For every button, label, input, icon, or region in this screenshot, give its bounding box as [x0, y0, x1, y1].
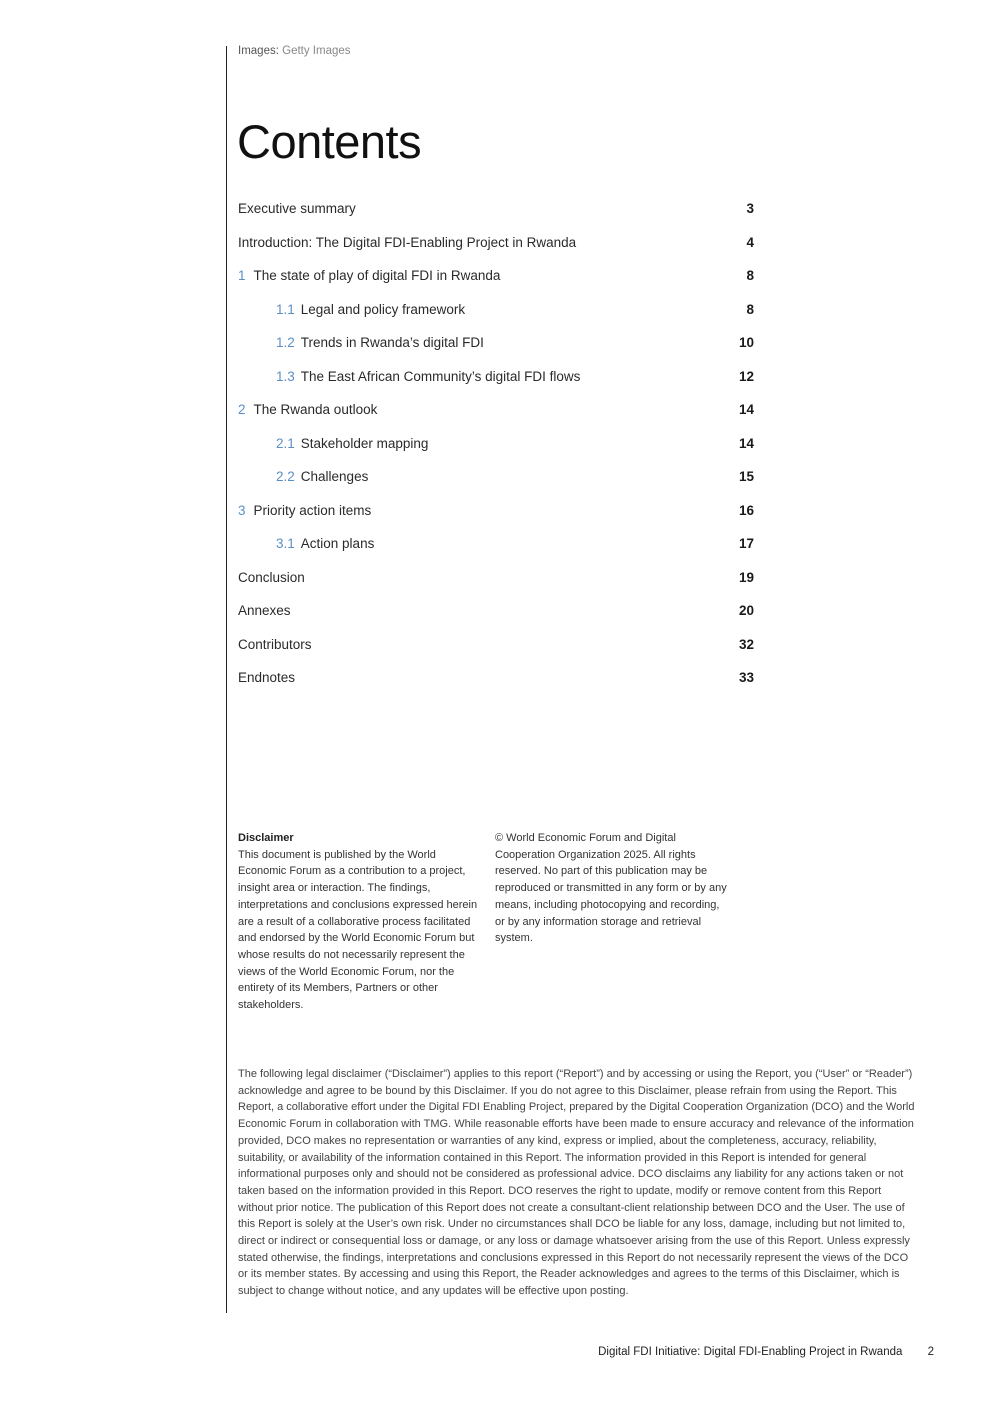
toc-row[interactable] [238, 226, 754, 260]
toc-page-number: 14 [738, 435, 754, 451]
toc-page-number: 32 [738, 636, 754, 652]
toc-row[interactable] [238, 661, 754, 695]
toc-page-number: 8 [746, 268, 754, 283]
toc-label: Challenges [300, 469, 369, 484]
toc-entry [238, 402, 377, 417]
toc-row[interactable] [238, 494, 754, 528]
toc-entry [238, 637, 312, 652]
toc-section-number: 2.2 [276, 469, 295, 484]
table-of-contents [238, 192, 754, 695]
toc-page-number: 3 [746, 201, 754, 216]
toc-label: The East African Community’s digital FDI flows [300, 368, 581, 384]
toc-label: Contributors [238, 636, 312, 652]
toc-section-number: 1.2 [276, 335, 295, 350]
page-title: Contents [237, 115, 422, 168]
toc-row[interactable] [238, 427, 754, 461]
disclaimer-block [238, 830, 478, 1014]
disclaimer-heading: Disclaimer [238, 832, 294, 844]
toc-row[interactable] [238, 460, 754, 494]
toc-row[interactable] [238, 393, 754, 427]
toc-section-number: 1.3 [276, 368, 295, 384]
margin-rule [226, 46, 227, 1313]
toc-row[interactable] [238, 360, 754, 394]
toc-section-number: 3 [238, 502, 246, 518]
toc-page-number: 19 [738, 569, 754, 585]
toc-row[interactable] [238, 326, 754, 360]
toc-entry [238, 436, 428, 451]
toc-page-number: 16 [738, 502, 754, 518]
toc-row[interactable] [238, 192, 754, 226]
footer-page-number: 2 [927, 1346, 934, 1358]
toc-page-number: 14 [738, 402, 754, 417]
toc-label: The state of play of digital FDI in Rwanda [253, 268, 501, 283]
toc-page-number: 8 [746, 301, 754, 317]
toc-label: Conclusion [238, 569, 305, 585]
toc-entry [238, 503, 371, 518]
toc-entry [238, 469, 368, 484]
image-credit-value: Getty Images [282, 45, 351, 57]
toc-label: Trends in Rwanda’s digital FDI [300, 335, 484, 350]
copyright-notice: © World Economic Forum and Digital Cooperation Organization 2025. All rights reserved. No part of this publication may be reproduced or transmitted in any form or by any means, including photocopying and recording, or by any information storage and retrieval system. [495, 832, 727, 945]
toc-entry [238, 235, 576, 250]
toc-label: Executive summary [238, 201, 356, 216]
footer-title: Digital FDI-Enabling Project in Rwanda [703, 1346, 903, 1358]
toc-section-number: 2 [238, 402, 246, 417]
toc-row[interactable] [238, 594, 754, 628]
toc-entry [238, 201, 356, 216]
toc-section-number: 3.1 [276, 536, 295, 551]
toc-label: Stakeholder mapping [300, 435, 429, 451]
toc-entry [238, 603, 291, 618]
toc-row[interactable] [238, 628, 754, 662]
toc-entry [238, 670, 295, 685]
image-credit [238, 45, 351, 57]
disclaimer-body: This document is published by the World Economic Forum as a contribution to a project, insight area or interaction. The findings, interpretations and conclusions expressed herein are a result of a collaborative process facilitated and endorsed by the World Economic Forum but whose results do not necessarily represent the views of the World Economic Forum, nor the entirety of its Members, Partners or other stakeholders. [238, 848, 478, 1012]
toc-row[interactable] [238, 293, 754, 327]
toc-entry [238, 536, 374, 551]
toc-label: Annexes [238, 603, 291, 618]
toc-label: Legal and policy framework [300, 301, 466, 317]
page-footer [598, 1346, 934, 1358]
toc-label: Introduction: The Digital FDI-Enabling Project in Rwanda [238, 234, 577, 250]
toc-label: The Rwanda outlook [253, 402, 378, 417]
toc-page-number: 15 [738, 469, 754, 484]
toc-page-number: 4 [746, 234, 754, 250]
toc-page-number: 20 [738, 603, 754, 618]
toc-label: Priority action items [253, 502, 372, 518]
toc-page-number: 12 [738, 368, 754, 384]
toc-row[interactable] [238, 527, 754, 561]
toc-label: Action plans [300, 536, 375, 551]
legal-disclaimer: The following legal disclaimer (“Disclaimer”) applies to this report (“Report”) and by accessing or using the Report, you (“User” or “Reader”) acknowledge and agree to be bound by this Disclaimer. If you do not agree to this Disclaimer, please refrain from using the Report. This Report, a collaborative effort under the Digital FDI Enabling Project, prepared by the Digital Cooperation Organization (DCO) and the World Economic Forum in collaboration with TMG. While reasonable efforts have been made to ensure accuracy and relevance of the information provided, DCO makes no representation or warranties of any kind, express or implied, about the completeness, accuracy, reliability, suitability, or availability of the information contained in this Report. The information provided in this Report is intended for general informational purposes only and should not be considered as professional advice. DCO disclaims any liability for any actions taken or not taken based on the information provided in this Report. DCO reserves the right to update, modify or remove content from this Report without prior notice. The publication of this Report does not create a consultant-client relationship between DCO and the User. The use of this Report is solely at the User’s own risk. Under no circumstances shall DCO be liable for any loss, damage, including but not limited to, direct or indirect or consequential loss or damage, or any loss or damage whatsoever arising from the use of this Report. Unless expressly stated otherwise, the findings, interpretations and conclusions expressed in this Report do not necessarily represent the views of the DCO or its member states. By accessing and using this Report, the Reader acknowledges and agrees to the terms of this Disclaimer, which is subject to change without notice, and any updates will be effective upon posting. [238, 1068, 915, 1298]
toc-section-number: 1.1 [276, 301, 295, 317]
toc-entry [238, 335, 484, 350]
toc-entry [238, 369, 580, 384]
toc-entry [238, 268, 500, 283]
toc-label: Endnotes [238, 670, 296, 685]
footer-series: Digital FDI Initiative: [598, 1346, 701, 1358]
toc-section-number: 2.1 [276, 435, 295, 451]
toc-page-number: 33 [738, 670, 754, 685]
toc-page-number: 17 [738, 536, 754, 551]
toc-section-number: 1 [238, 268, 246, 283]
toc-row[interactable] [238, 259, 754, 293]
toc-row[interactable] [238, 561, 754, 595]
image-credit-label: Images: [238, 45, 279, 57]
toc-entry [238, 570, 305, 585]
toc-entry [238, 302, 465, 317]
toc-page-number: 10 [738, 335, 754, 350]
